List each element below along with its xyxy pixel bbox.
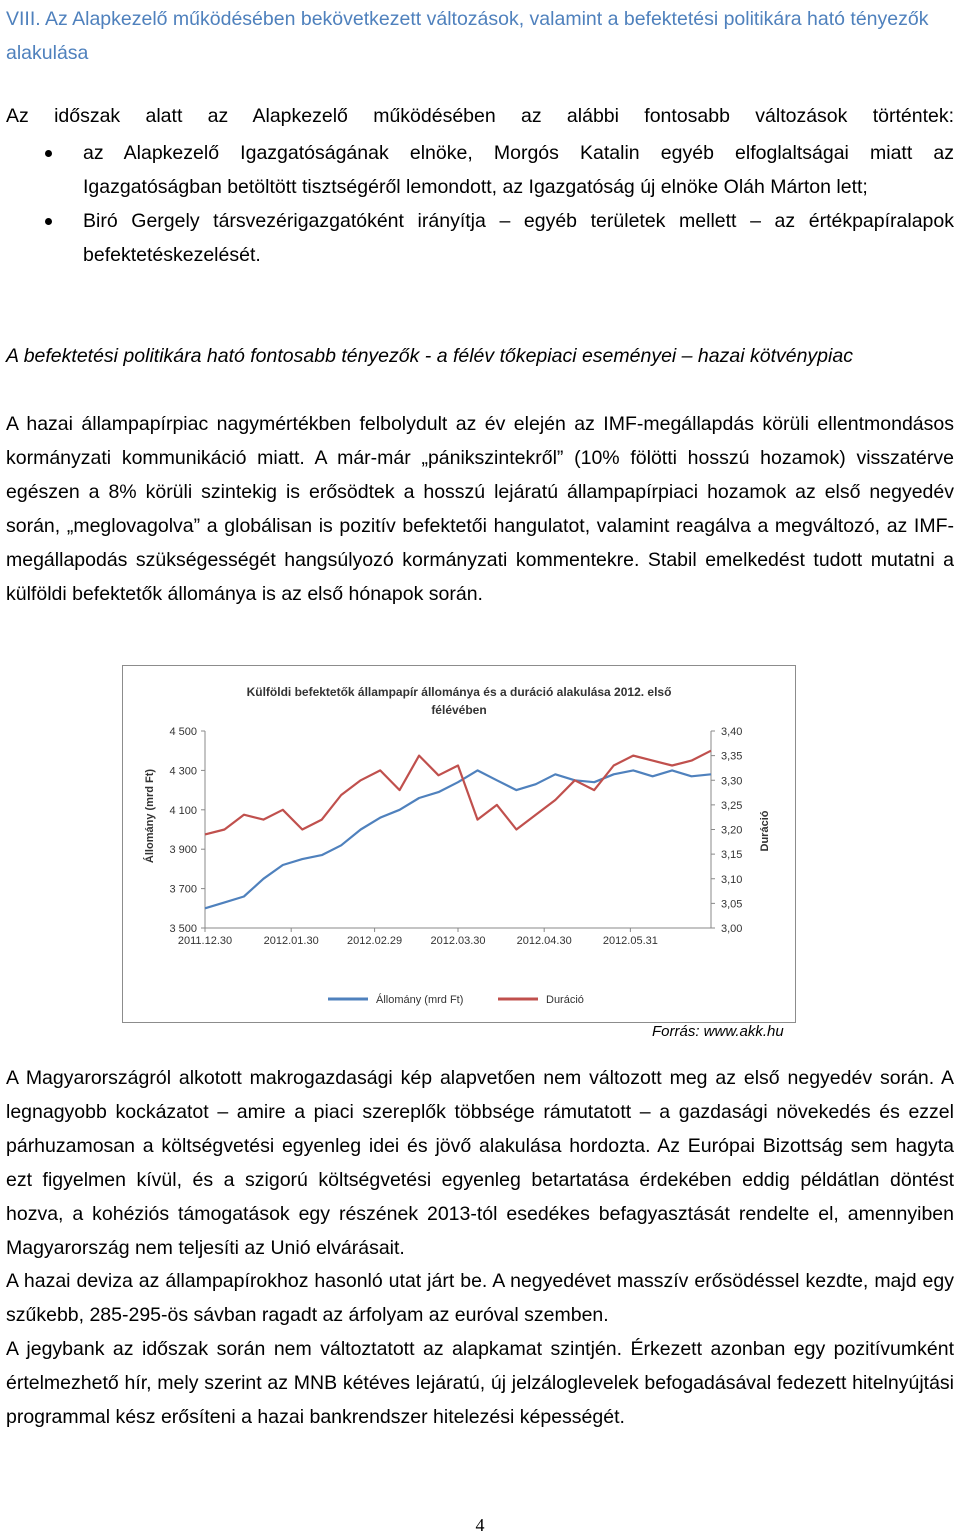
list-item — [0, 136, 954, 204]
bullet-icon — [45, 218, 52, 225]
y2-tick-label: 3,35 — [721, 750, 743, 763]
line-chart — [123, 666, 795, 1022]
y-axis-left — [169, 726, 205, 935]
chart-plot-area — [205, 731, 711, 928]
y2-tick-label: 3,15 — [721, 849, 743, 862]
x-tick-label: 2012.04.30 — [516, 935, 572, 947]
italic-subheading: A befektetési politikára ható fontosabb tényezők - a félév tőkepiaci eseményei – hazai kötvénypiac — [6, 345, 853, 367]
chart-figure — [122, 665, 796, 1023]
y-tick-label: 3 700 — [169, 883, 197, 896]
x-tick-label: 2012.03.30 — [430, 935, 486, 947]
y2-tick-label: 3,00 — [721, 923, 743, 935]
y-tick-label: 3 900 — [169, 844, 197, 857]
chart-source: Forrás: www.akk.hu — [652, 1023, 784, 1040]
chart-title-line2: félévében — [431, 703, 487, 717]
y2-tick-label: 3,10 — [721, 873, 743, 886]
chart-series — [205, 751, 711, 909]
y-axis-right — [711, 726, 742, 935]
y-axis-label: Állomány (mrd Ft) — [144, 768, 156, 864]
legend-label: Állomány (mrd Ft) — [376, 994, 464, 1006]
body-paragraph: A jegybank az időszak során nem változtatott az alapkamat szintjén. Érkezett azonban egy pozitívumként értelmezhető hír, mely szerint az MNB kétéves lejáratú, új jelzáloglevelek befogadásával fedezett hitelnyújtási programmal kész erősíteni a hazai bankrendszer hitelezési képességét. — [6, 1338, 954, 1428]
y-tick-label: 3 500 — [169, 923, 197, 935]
x-tick-label: 2012.05.31 — [602, 935, 658, 947]
x-axis — [178, 928, 658, 947]
lead-paragraph: Az időszak alatt az Alapkezelő működésében az alábbi fontosabb változások történtek: — [6, 105, 954, 127]
x-tick-label: 2011.12.30 — [177, 935, 233, 947]
list-item-text: az Alapkezelő Igazgatóságának elnöke, Morgós Katalin egyéb elfoglaltságai miatt az Igazgatóságban betöltött tisztségéről lemondott, az Igazgatóság új elnöke Oláh Márton lett; — [83, 142, 954, 198]
x-tick-label: 2012.01.30 — [263, 935, 319, 947]
body-paragraph: A Magyarországról alkotott makrogazdasági kép alapvetően nem változott meg az első negyedév során. A legnagyobb kockázatot – amire a piaci szereplők többsége rámutatott – a gazdasági növekedés és ezzel párhuzamosan a költségvetési egyenleg idei és jövő alakulása hordozta. Az Európai Bizottság sem hagyta ezt figyelmen kívül, és a szigorú költségvetési egyenleg betartatása érdekében eddig példátlan döntést hozva, a kohéziós támogatások egy részének 2013-tól esedékes befagyasztását rendelte el, amennyiben Magyarország nem teljesíti az Unió elvárásait. — [6, 1067, 954, 1259]
list-item — [0, 204, 954, 272]
y2-tick-label: 3,30 — [721, 775, 743, 788]
list-item-text: Biró Gergely társvezérigazgatóként irányítja – egyéb területek mellett – az értékpapíralapok befektetéskezelését. — [83, 210, 954, 266]
page-number: 4 — [475, 1515, 485, 1535]
y2-tick-label: 3,40 — [721, 726, 743, 738]
legend-label: Duráció — [546, 994, 584, 1006]
y2-axis-label: Duráció — [759, 810, 771, 852]
y2-tick-label: 3,05 — [721, 898, 743, 911]
series-line-duration — [205, 751, 711, 835]
y-tick-label: 4 100 — [169, 804, 197, 817]
y-tick-label: 4 500 — [169, 726, 197, 738]
section-heading: VIII. Az Alapkezelő működésében bekövetkezett változások, valamint a befektetési politikára ható tényezők alakulása — [6, 8, 929, 64]
chart-legend — [328, 993, 584, 1006]
series-line-stock — [205, 770, 711, 908]
y2-tick-label: 3,25 — [721, 799, 743, 812]
bullet-icon — [45, 150, 52, 157]
body-paragraph: A hazai deviza az állampapírokhoz hasonló utat járt be. A negyedévet masszív erősödéssel kezdte, majd egy szűkebb, 285-295-ös sávban ragadt az árfolyam az euróval szemben. — [6, 1270, 954, 1326]
change-list — [0, 136, 954, 272]
chart-title-line1: Külföldi befektetők állampapír állománya és a duráció alakulása 2012. első — [246, 685, 672, 699]
y-tick-label: 4 300 — [169, 765, 197, 778]
y2-tick-label: 3,20 — [721, 824, 743, 837]
body-paragraph: A hazai állampapírpiac nagymértékben felbolydult az év elején az IMF-megállapdás körüli ellentmondásos kormányzati kommunikáció miatt. A már-már „pánikszintekről” (10% fölötti hosszú hozamok) visszatérve egészen a 8% körüli szintekig is erősödtek a hosszú lejáratú állampapírpiaci hozamok az első negyedév során, „meglovagolva” a globálisan is pozitív befektetői hangulatot, valamint reagálva a megváltozó, az IMF-megállapodás szükségességét hangsúlyozó kormányzati kommentekre. Stabil emelkedést tudott mutatni a külföldi befektetők állománya is az első hónapok során. — [6, 413, 954, 605]
x-tick-label: 2012.02.29 — [347, 935, 403, 947]
